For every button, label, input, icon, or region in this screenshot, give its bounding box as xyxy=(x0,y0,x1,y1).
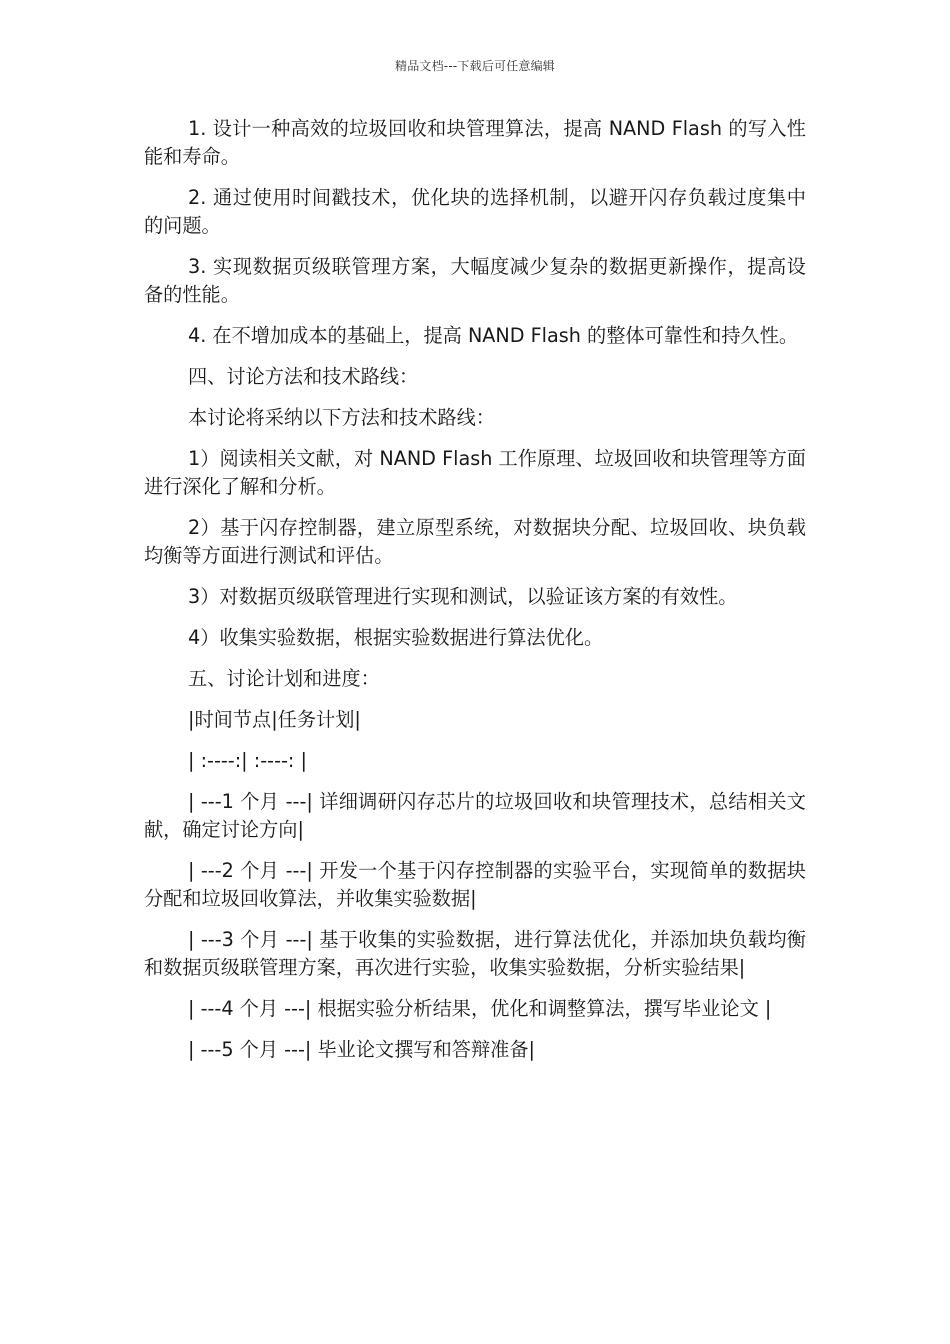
method-3: 3）对数据页级联管理进行实现和测试，以验证该方案的有效性。 xyxy=(188,585,738,608)
method-4: 4）收集实验数据，根据实验数据进行算法优化。 xyxy=(188,626,604,649)
goal-2: 2. 通过使用时间戳技术，优化块的选择机制，以避开闪存负载过度集中的问题。 xyxy=(144,186,806,237)
goal-4: 4. 在不增加成本的基础上，提高 NAND Flash 的整体可靠性和持久性。 xyxy=(188,324,799,347)
plan-table-align-row: | :----:| :----: | xyxy=(188,749,307,772)
section-heading-plan: 五、讨论计划和进度： xyxy=(188,667,380,690)
methods-intro: 本讨论将采纳以下方法和技术路线： xyxy=(188,406,495,429)
plan-row-month-1: | ---1 个月 ---| 详细调研闪存芯片的垃圾回收和块管理技术，总结相关文献，确定讨论方向| xyxy=(144,790,806,841)
page-header: 精品文档---下载后可任意编辑 xyxy=(395,59,555,73)
plan-row-month-5: | ---5 个月 ---| 毕业论文撰写和答辩准备| xyxy=(188,1038,535,1061)
plan-row-month-3: | ---3 个月 ---| 基于收集的实验数据，进行算法优化，并添加块负载均衡和数据页级联管理方案，再次进行实验，收集实验数据，分析实验结果| xyxy=(144,928,806,979)
method-1: 1）阅读相关文献，对 NAND Flash 工作原理、垃圾回收和块管理等方面进行深化了解和分析。 xyxy=(144,447,806,498)
goal-1: 1. 设计一种高效的垃圾回收和块管理算法，提高 NAND Flash 的写入性能和寿命。 xyxy=(144,117,806,168)
section-heading-methods: 四、讨论方法和技术路线： xyxy=(188,365,419,388)
plan-table-header: |时间节点|任务计划| xyxy=(188,708,361,731)
method-2: 2）基于闪存控制器，建立原型系统，对数据块分配、垃圾回收、块负载均衡等方面进行测试和评估。 xyxy=(144,516,806,567)
document-body xyxy=(144,115,806,1077)
plan-row-month-2: | ---2 个月 ---| 开发一个基于闪存控制器的实验平台，实现简单的数据块分配和垃圾回收算法，并收集实验数据| xyxy=(144,859,806,910)
plan-row-month-4: | ---4 个月 ---| 根据实验分析结果，优化和调整算法，撰写毕业论文 | xyxy=(188,997,772,1020)
goal-3: 3. 实现数据页级联管理方案，大幅度减少复杂的数据更新操作，提高设备的性能。 xyxy=(144,255,806,306)
